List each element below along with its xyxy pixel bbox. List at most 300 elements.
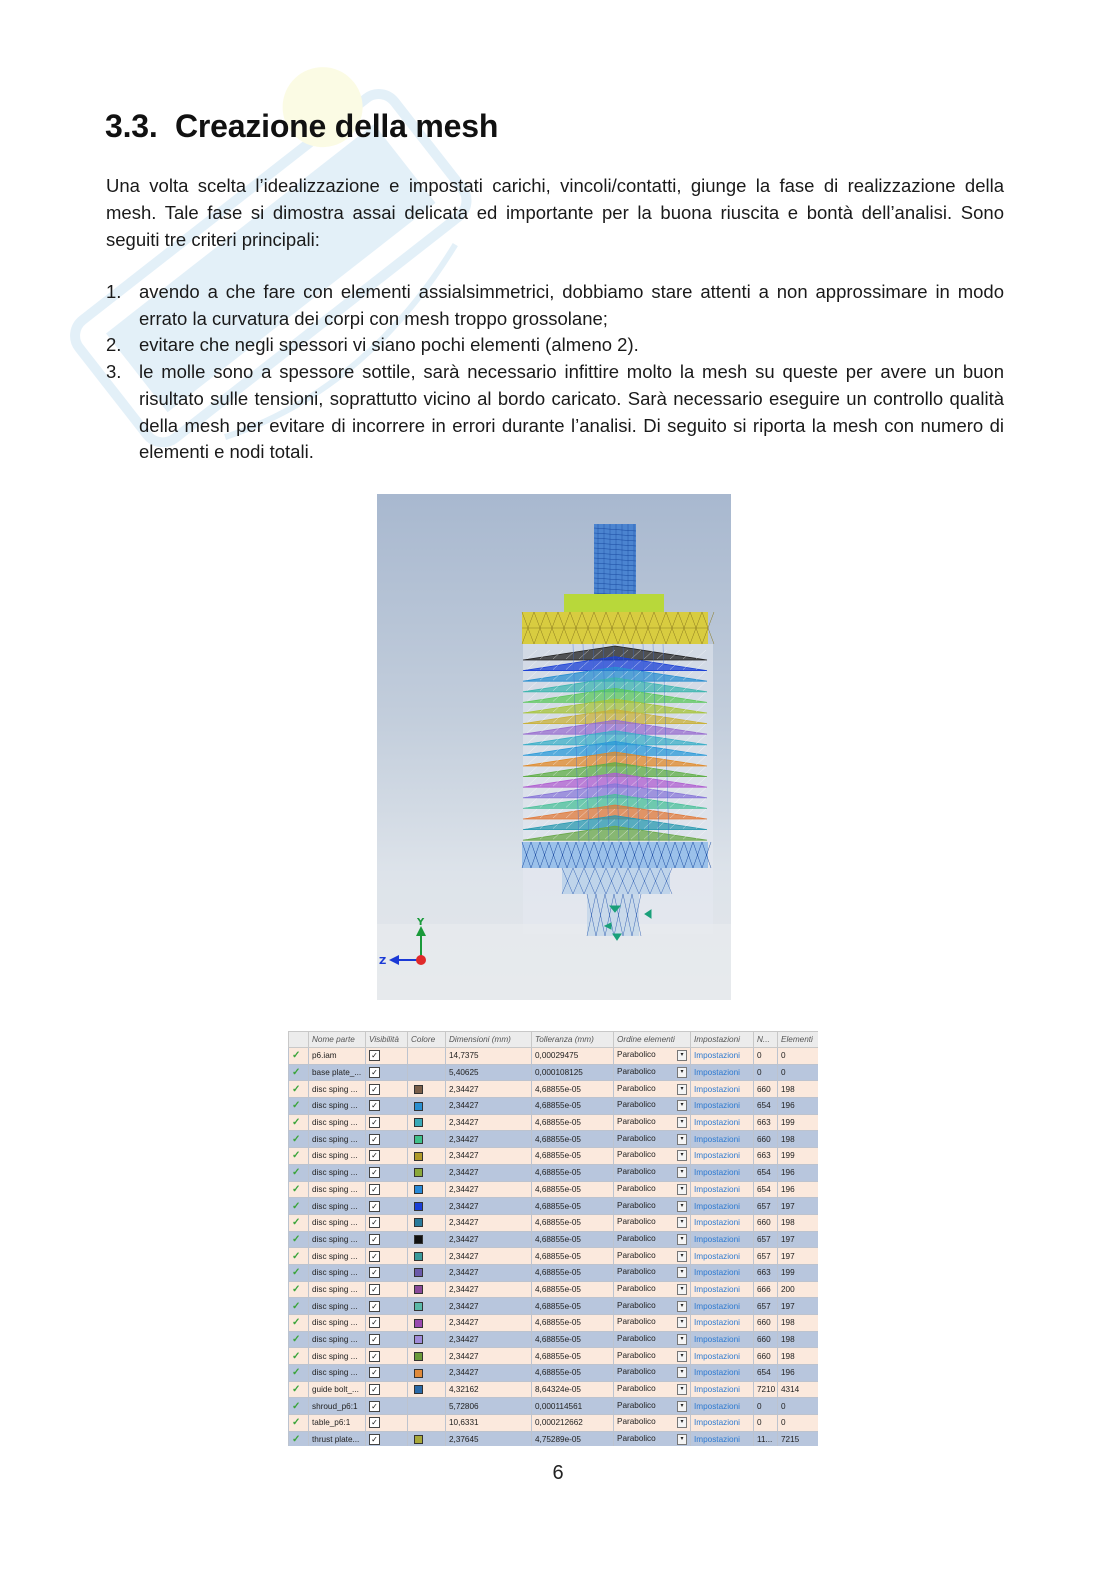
- color-cell[interactable]: [408, 1248, 446, 1265]
- color-swatch[interactable]: [414, 1268, 423, 1277]
- visibility-checkbox[interactable]: ✓: [369, 1267, 380, 1278]
- visibility-checkbox[interactable]: ✓: [369, 1234, 380, 1245]
- settings-link[interactable]: Impostazioni: [694, 1318, 740, 1328]
- element-order-cell[interactable]: [614, 1098, 691, 1115]
- color-cell[interactable]: [408, 1298, 446, 1315]
- dropdown-arrow-icon[interactable]: ▾: [677, 1067, 687, 1078]
- color-swatch[interactable]: [414, 1168, 423, 1177]
- element-order-value: Parabolico: [617, 1384, 656, 1394]
- table-row[interactable]: [289, 1198, 819, 1215]
- color-swatch[interactable]: [414, 1118, 423, 1127]
- tolerance-cell[interactable]: 4,68855e-05: [532, 1231, 614, 1248]
- list-item: [106, 279, 1004, 332]
- table-row[interactable]: [289, 1248, 819, 1265]
- check-ok-icon: ✓: [292, 1183, 301, 1195]
- status-cell: [289, 1248, 309, 1265]
- color-swatch[interactable]: [414, 1319, 423, 1328]
- tolerance-cell[interactable]: 4,68855e-05: [532, 1264, 614, 1281]
- visibility-checkbox[interactable]: ✓: [369, 1067, 380, 1078]
- color-swatch[interactable]: [414, 1218, 423, 1227]
- element-order-cell[interactable]: [614, 1148, 691, 1165]
- tolerance-cell[interactable]: 4,68855e-05: [532, 1315, 614, 1332]
- element-order-cell[interactable]: [614, 1281, 691, 1298]
- color-swatch[interactable]: [414, 1252, 423, 1261]
- color-cell[interactable]: [408, 1381, 446, 1398]
- dimension-cell[interactable]: 2,34427: [446, 1148, 532, 1165]
- table-row[interactable]: [289, 1064, 819, 1081]
- visibility-checkbox[interactable]: ✓: [369, 1100, 380, 1111]
- visibility-cell: [366, 1048, 408, 1065]
- settings-link[interactable]: Impostazioni: [694, 1184, 740, 1194]
- dropdown-arrow-icon[interactable]: ▾: [677, 1167, 687, 1178]
- page-number: 6: [552, 1462, 564, 1484]
- color-cell[interactable]: [408, 1348, 446, 1365]
- header-elements[interactable]: Elementi: [778, 1032, 819, 1048]
- element-order-value: Parabolico: [617, 1400, 656, 1410]
- visibility-cell: [366, 1198, 408, 1215]
- color-cell[interactable]: [408, 1164, 446, 1181]
- settings-link[interactable]: Impostazioni: [694, 1435, 740, 1445]
- dropdown-arrow-icon[interactable]: ▾: [677, 1084, 687, 1095]
- tolerance-cell[interactable]: 0,00029475: [532, 1048, 614, 1065]
- list-item-text: le molle sono a spessore sottile, sarà necessario infittire molto la mesh su queste per avere un buon risultato sulle tensioni, soprattutto vicino al bordo caricato. Sarà necessario eseguire un controllo qualità della mesh per evitare di incorrere in errori durante l’analisi. Di seguito si riporta la mesh con numero di elementi e nodi totali.: [139, 361, 1004, 463]
- settings-link[interactable]: Impostazioni: [694, 1251, 740, 1261]
- dimension-cell[interactable]: 2,34427: [446, 1164, 532, 1181]
- element-order-cell[interactable]: [614, 1248, 691, 1265]
- table-row[interactable]: [289, 1081, 819, 1098]
- color-swatch[interactable]: [414, 1335, 423, 1344]
- dimension-cell[interactable]: 2,34427: [446, 1298, 532, 1315]
- dimension-cell[interactable]: 14,7375: [446, 1048, 532, 1065]
- color-cell[interactable]: [408, 1114, 446, 1131]
- header-element-order[interactable]: Ordine elementi: [614, 1032, 691, 1048]
- dropdown-arrow-icon[interactable]: ▾: [677, 1384, 687, 1395]
- color-cell[interactable]: [408, 1048, 446, 1065]
- color-swatch[interactable]: [414, 1152, 423, 1161]
- color-cell[interactable]: [408, 1281, 446, 1298]
- dimension-cell[interactable]: 2,34427: [446, 1098, 532, 1115]
- part-name-cell[interactable]: shroud_p6:1: [309, 1398, 366, 1415]
- tolerance-cell[interactable]: 0,000212662: [532, 1415, 614, 1432]
- part-name-cell[interactable]: disc sping ...: [309, 1348, 366, 1365]
- settings-link[interactable]: Impostazioni: [694, 1234, 740, 1244]
- element-order-value: Parabolico: [617, 1283, 656, 1293]
- part-name-cell[interactable]: disc sping ...: [309, 1365, 366, 1382]
- elements-cell: 0: [778, 1048, 819, 1065]
- part-name-cell[interactable]: base plate_...: [309, 1064, 366, 1081]
- table-row[interactable]: [289, 1264, 819, 1281]
- part-name-cell[interactable]: disc sping ...: [309, 1164, 366, 1181]
- tolerance-cell[interactable]: 4,68855e-05: [532, 1281, 614, 1298]
- dropdown-arrow-icon[interactable]: ▾: [677, 1117, 687, 1128]
- dimension-cell[interactable]: 10,6331: [446, 1415, 532, 1432]
- visibility-cell: [366, 1298, 408, 1315]
- visibility-checkbox[interactable]: ✓: [369, 1150, 380, 1161]
- element-order-cell[interactable]: [614, 1198, 691, 1215]
- dropdown-arrow-icon[interactable]: ▾: [677, 1351, 687, 1362]
- visibility-checkbox[interactable]: ✓: [369, 1084, 380, 1095]
- tolerance-cell[interactable]: 4,68855e-05: [532, 1248, 614, 1265]
- header-dimensions[interactable]: Dimensioni (mm): [446, 1032, 532, 1048]
- status-cell: [289, 1298, 309, 1315]
- color-cell[interactable]: [408, 1398, 446, 1415]
- check-ok-icon: ✓: [292, 1217, 301, 1229]
- settings-link[interactable]: Impostazioni: [694, 1268, 740, 1278]
- settings-link[interactable]: Impostazioni: [694, 1418, 740, 1428]
- table-row[interactable]: [289, 1381, 819, 1398]
- settings-link[interactable]: Impostazioni: [694, 1068, 740, 1078]
- dropdown-arrow-icon[interactable]: ▾: [677, 1100, 687, 1111]
- settings-link[interactable]: Impostazioni: [694, 1401, 740, 1411]
- dropdown-arrow-icon[interactable]: ▾: [677, 1050, 687, 1061]
- visibility-checkbox[interactable]: ✓: [369, 1167, 380, 1178]
- settings-link[interactable]: Impostazioni: [694, 1134, 740, 1144]
- color-swatch[interactable]: [414, 1385, 423, 1394]
- status-cell: [289, 1198, 309, 1215]
- color-cell[interactable]: [408, 1131, 446, 1148]
- base-plate: [522, 842, 708, 868]
- color-cell[interactable]: [408, 1181, 446, 1198]
- settings-cell: [691, 1131, 754, 1148]
- check-ok-icon: ✓: [292, 1267, 301, 1279]
- element-order-cell[interactable]: [614, 1064, 691, 1081]
- part-name-cell[interactable]: table_p6:1: [309, 1415, 366, 1432]
- visibility-cell: [366, 1415, 408, 1432]
- dimension-cell[interactable]: 2,34427: [446, 1348, 532, 1365]
- table-row[interactable]: [289, 1415, 819, 1432]
- part-name-cell[interactable]: disc sping ...: [309, 1248, 366, 1265]
- color-cell[interactable]: [408, 1365, 446, 1382]
- visibility-checkbox[interactable]: ✓: [369, 1434, 380, 1445]
- dimension-cell[interactable]: 2,37645: [446, 1431, 532, 1446]
- part-name-cell[interactable]: disc sping ...: [309, 1231, 366, 1248]
- color-cell[interactable]: [408, 1064, 446, 1081]
- element-order-cell[interactable]: [614, 1315, 691, 1332]
- nodes-cell: 660: [754, 1081, 778, 1098]
- visibility-checkbox[interactable]: ✓: [369, 1117, 380, 1128]
- dimension-cell[interactable]: 2,34427: [446, 1081, 532, 1098]
- element-order-cell[interactable]: [614, 1048, 691, 1065]
- status-cell: [289, 1331, 309, 1348]
- tolerance-cell[interactable]: 8,64324e-05: [532, 1381, 614, 1398]
- table-row[interactable]: [289, 1164, 819, 1181]
- table-row[interactable]: [289, 1131, 819, 1148]
- part-name-cell[interactable]: disc sping ...: [309, 1098, 366, 1115]
- visibility-checkbox[interactable]: ✓: [369, 1217, 380, 1228]
- table-row[interactable]: [289, 1431, 819, 1446]
- settings-link[interactable]: Impostazioni: [694, 1218, 740, 1228]
- list-item-number: 2.: [106, 334, 122, 356]
- visibility-checkbox[interactable]: ✓: [369, 1134, 380, 1145]
- element-order-cell[interactable]: [614, 1381, 691, 1398]
- status-cell: [289, 1131, 309, 1148]
- dropdown-arrow-icon[interactable]: ▾: [677, 1401, 687, 1412]
- table-row[interactable]: [289, 1398, 819, 1415]
- color-cell[interactable]: [408, 1198, 446, 1215]
- table-row[interactable]: [289, 1214, 819, 1231]
- color-swatch[interactable]: [414, 1352, 423, 1361]
- dimension-cell[interactable]: 2,34427: [446, 1114, 532, 1131]
- settings-link[interactable]: Impostazioni: [694, 1335, 740, 1345]
- dimension-cell[interactable]: 5,72806: [446, 1398, 532, 1415]
- dimension-cell[interactable]: 2,34427: [446, 1198, 532, 1215]
- visibility-cell: [366, 1348, 408, 1365]
- element-order-cell[interactable]: [614, 1214, 691, 1231]
- table-row[interactable]: [289, 1348, 819, 1365]
- header-settings[interactable]: Impostazioni: [691, 1032, 754, 1048]
- dimension-cell[interactable]: 2,34427: [446, 1248, 532, 1265]
- color-cell[interactable]: [408, 1231, 446, 1248]
- part-name-cell[interactable]: disc sping ...: [309, 1131, 366, 1148]
- visibility-checkbox[interactable]: ✓: [369, 1334, 380, 1345]
- dimension-cell[interactable]: 2,34427: [446, 1365, 532, 1382]
- color-cell[interactable]: [408, 1214, 446, 1231]
- table-row[interactable]: [289, 1114, 819, 1131]
- part-name-cell[interactable]: disc sping ...: [309, 1148, 366, 1165]
- dropdown-arrow-icon[interactable]: ▾: [677, 1234, 687, 1245]
- part-name-cell[interactable]: disc sping ...: [309, 1264, 366, 1281]
- status-cell: [289, 1381, 309, 1398]
- list-item-number: 1.: [106, 281, 122, 302]
- tolerance-cell[interactable]: 4,68855e-05: [532, 1298, 614, 1315]
- dropdown-arrow-icon[interactable]: ▾: [677, 1317, 687, 1328]
- visibility-cell: [366, 1365, 408, 1382]
- visibility-checkbox[interactable]: ✓: [369, 1384, 380, 1395]
- dropdown-arrow-icon[interactable]: ▾: [677, 1184, 687, 1195]
- settings-link[interactable]: Impostazioni: [694, 1101, 740, 1111]
- dimension-cell[interactable]: 2,34427: [446, 1214, 532, 1231]
- settings-link[interactable]: Impostazioni: [694, 1151, 740, 1161]
- element-order-cell[interactable]: [614, 1164, 691, 1181]
- tolerance-cell[interactable]: 4,68855e-05: [532, 1331, 614, 1348]
- check-ok-icon: ✓: [292, 1200, 301, 1212]
- settings-cell: [691, 1198, 754, 1215]
- element-order-cell[interactable]: [614, 1365, 691, 1382]
- element-order-value: Parabolico: [617, 1150, 656, 1160]
- settings-link[interactable]: Impostazioni: [694, 1385, 740, 1395]
- tolerance-cell[interactable]: 4,68855e-05: [532, 1164, 614, 1181]
- table-row[interactable]: [289, 1098, 819, 1115]
- color-swatch[interactable]: [414, 1235, 423, 1244]
- dimension-cell[interactable]: 2,34427: [446, 1231, 532, 1248]
- table-row[interactable]: [289, 1315, 819, 1332]
- visibility-checkbox[interactable]: ✓: [369, 1401, 380, 1412]
- dimension-cell[interactable]: 2,34427: [446, 1181, 532, 1198]
- dropdown-arrow-icon[interactable]: ▾: [677, 1367, 687, 1378]
- settings-cell: [691, 1331, 754, 1348]
- tolerance-cell[interactable]: 4,68855e-05: [532, 1365, 614, 1382]
- element-order-value: Parabolico: [617, 1367, 656, 1377]
- element-order-cell[interactable]: [614, 1231, 691, 1248]
- visibility-checkbox[interactable]: ✓: [369, 1301, 380, 1312]
- dropdown-arrow-icon[interactable]: ▾: [677, 1417, 687, 1428]
- color-cell[interactable]: [408, 1081, 446, 1098]
- element-order-cell[interactable]: [614, 1131, 691, 1148]
- visibility-checkbox[interactable]: ✓: [369, 1184, 380, 1195]
- color-swatch[interactable]: [414, 1085, 423, 1094]
- part-name-cell[interactable]: disc sping ...: [309, 1081, 366, 1098]
- element-order-value: Parabolico: [617, 1233, 656, 1243]
- color-swatch[interactable]: [414, 1202, 423, 1211]
- nodes-cell: 0: [754, 1398, 778, 1415]
- visibility-checkbox[interactable]: ✓: [369, 1050, 380, 1061]
- dimension-cell[interactable]: 2,34427: [446, 1281, 532, 1298]
- header-nodes[interactable]: N...: [754, 1032, 778, 1048]
- part-name-cell[interactable]: disc sping ...: [309, 1214, 366, 1231]
- dropdown-arrow-icon[interactable]: ▾: [677, 1251, 687, 1262]
- element-order-value: Parabolico: [617, 1250, 656, 1260]
- dropdown-arrow-icon[interactable]: ▾: [677, 1334, 687, 1345]
- color-cell[interactable]: [408, 1415, 446, 1432]
- settings-cell: [691, 1048, 754, 1065]
- part-name-cell[interactable]: disc sping ...: [309, 1281, 366, 1298]
- color-swatch[interactable]: [414, 1285, 423, 1294]
- table-row[interactable]: [289, 1181, 819, 1198]
- settings-link[interactable]: Impostazioni: [694, 1201, 740, 1211]
- tolerance-cell[interactable]: 4,68855e-05: [532, 1131, 614, 1148]
- dropdown-arrow-icon[interactable]: ▾: [677, 1217, 687, 1228]
- color-swatch[interactable]: [414, 1369, 423, 1378]
- status-cell: [289, 1164, 309, 1181]
- element-order-value: Parabolico: [617, 1050, 656, 1060]
- tolerance-cell[interactable]: 4,68855e-05: [532, 1181, 614, 1198]
- nodes-cell: 660: [754, 1348, 778, 1365]
- dimension-cell[interactable]: 2,34427: [446, 1264, 532, 1281]
- color-cell[interactable]: [408, 1264, 446, 1281]
- table-row[interactable]: [289, 1281, 819, 1298]
- tolerance-cell[interactable]: 4,75289e-05: [532, 1431, 614, 1446]
- settings-link[interactable]: Impostazioni: [694, 1084, 740, 1094]
- part-name-cell[interactable]: p6.iam: [309, 1048, 366, 1065]
- dimension-cell[interactable]: 5,40625: [446, 1064, 532, 1081]
- settings-link[interactable]: Impostazioni: [694, 1051, 740, 1061]
- tolerance-cell[interactable]: 4,68855e-05: [532, 1214, 614, 1231]
- mesh-drawing: [377, 494, 731, 1000]
- color-cell[interactable]: [408, 1331, 446, 1348]
- part-name-cell[interactable]: disc sping ...: [309, 1198, 366, 1215]
- element-order-cell[interactable]: [614, 1181, 691, 1198]
- tolerance-cell[interactable]: 4,68855e-05: [532, 1148, 614, 1165]
- dropdown-arrow-icon[interactable]: ▾: [677, 1267, 687, 1278]
- element-order-cell[interactable]: [614, 1114, 691, 1131]
- table-row[interactable]: [289, 1298, 819, 1315]
- part-name-cell[interactable]: disc sping ...: [309, 1181, 366, 1198]
- part-name-cell[interactable]: disc sping ...: [309, 1298, 366, 1315]
- table-row[interactable]: [289, 1148, 819, 1165]
- visibility-checkbox[interactable]: ✓: [369, 1367, 380, 1378]
- header-color[interactable]: Colore: [408, 1032, 446, 1048]
- settings-link[interactable]: Impostazioni: [694, 1368, 740, 1378]
- header-visibility[interactable]: Visibilità: [366, 1032, 408, 1048]
- part-name-cell[interactable]: disc sping ...: [309, 1331, 366, 1348]
- settings-link[interactable]: Impostazioni: [694, 1284, 740, 1294]
- table-row[interactable]: [289, 1331, 819, 1348]
- element-order-value: Parabolico: [617, 1350, 656, 1360]
- table-row[interactable]: [289, 1365, 819, 1382]
- color-swatch[interactable]: [414, 1102, 423, 1111]
- settings-link[interactable]: Impostazioni: [694, 1168, 740, 1178]
- visibility-checkbox[interactable]: ✓: [369, 1317, 380, 1328]
- settings-link[interactable]: Impostazioni: [694, 1118, 740, 1128]
- element-order-cell[interactable]: [614, 1415, 691, 1432]
- color-swatch[interactable]: [414, 1302, 423, 1311]
- table-row[interactable]: [289, 1231, 819, 1248]
- elements-cell: 198: [778, 1081, 819, 1098]
- dimension-cell[interactable]: 2,34427: [446, 1315, 532, 1332]
- tolerance-cell[interactable]: 4,68855e-05: [532, 1081, 614, 1098]
- status-cell: [289, 1315, 309, 1332]
- status-cell: [289, 1365, 309, 1382]
- dropdown-arrow-icon[interactable]: ▾: [677, 1301, 687, 1312]
- table-row[interactable]: [289, 1048, 819, 1065]
- visibility-checkbox[interactable]: ✓: [369, 1284, 380, 1295]
- element-order-cell[interactable]: [614, 1398, 691, 1415]
- dropdown-arrow-icon[interactable]: ▾: [677, 1150, 687, 1161]
- tolerance-cell[interactable]: 4,68855e-05: [532, 1198, 614, 1215]
- color-swatch[interactable]: [414, 1135, 423, 1144]
- element-order-cell[interactable]: [614, 1298, 691, 1315]
- settings-cell: [691, 1231, 754, 1248]
- dimension-cell[interactable]: 2,34427: [446, 1331, 532, 1348]
- element-order-cell[interactable]: [614, 1331, 691, 1348]
- dropdown-arrow-icon[interactable]: ▾: [677, 1201, 687, 1212]
- part-name-cell[interactable]: disc sping ...: [309, 1315, 366, 1332]
- color-cell[interactable]: [408, 1098, 446, 1115]
- dimension-cell[interactable]: 4,32162: [446, 1381, 532, 1398]
- element-order-cell[interactable]: [614, 1081, 691, 1098]
- visibility-checkbox[interactable]: ✓: [369, 1251, 380, 1262]
- dropdown-arrow-icon[interactable]: ▾: [677, 1434, 687, 1445]
- color-swatch[interactable]: [414, 1185, 423, 1194]
- color-cell[interactable]: [408, 1315, 446, 1332]
- element-order-value: Parabolico: [617, 1167, 656, 1177]
- part-name-cell[interactable]: disc sping ...: [309, 1114, 366, 1131]
- intro-paragraph: Una volta scelta l’idealizzazione e impostati carichi, vincoli/contatti, giunge la fase di realizzazione della mesh. Tale fase si dimostra assai delicata ed importante per la buona riuscita e bontà dell’analisi. Sono seguiti tre criteri principali:: [106, 175, 1004, 250]
- header-tolerance[interactable]: Tolleranza (mm): [532, 1032, 614, 1048]
- tolerance-cell[interactable]: 4,68855e-05: [532, 1098, 614, 1115]
- element-order-value: Parabolico: [617, 1133, 656, 1143]
- check-ok-icon: ✓: [292, 1283, 301, 1295]
- tolerance-cell[interactable]: 0,000108125: [532, 1064, 614, 1081]
- color-cell[interactable]: [408, 1431, 446, 1446]
- settings-link[interactable]: Impostazioni: [694, 1301, 740, 1311]
- tolerance-cell[interactable]: 4,68855e-05: [532, 1348, 614, 1365]
- color-swatch[interactable]: [414, 1435, 423, 1444]
- elements-cell: 7215: [778, 1431, 819, 1446]
- visibility-cell: [366, 1331, 408, 1348]
- visibility-cell: [366, 1114, 408, 1131]
- visibility-checkbox[interactable]: ✓: [369, 1351, 380, 1362]
- elements-cell: 198: [778, 1348, 819, 1365]
- part-name-cell[interactable]: thrust plate...: [309, 1431, 366, 1446]
- element-order-cell[interactable]: [614, 1431, 691, 1446]
- part-name-cell[interactable]: guide bolt_...: [309, 1381, 366, 1398]
- visibility-checkbox[interactable]: ✓: [369, 1201, 380, 1212]
- settings-link[interactable]: Impostazioni: [694, 1351, 740, 1361]
- element-order-cell[interactable]: [614, 1264, 691, 1281]
- color-cell[interactable]: [408, 1148, 446, 1165]
- tolerance-cell[interactable]: 4,68855e-05: [532, 1114, 614, 1131]
- settings-cell: [691, 1098, 754, 1115]
- dropdown-arrow-icon[interactable]: ▾: [677, 1284, 687, 1295]
- dropdown-arrow-icon[interactable]: ▾: [677, 1134, 687, 1145]
- header-part-name[interactable]: Nome parte: [309, 1032, 366, 1048]
- tolerance-cell[interactable]: 0,000114561: [532, 1398, 614, 1415]
- dimension-cell[interactable]: 2,34427: [446, 1131, 532, 1148]
- elements-cell: 197: [778, 1248, 819, 1265]
- element-order-cell[interactable]: [614, 1348, 691, 1365]
- visibility-checkbox[interactable]: ✓: [369, 1417, 380, 1428]
